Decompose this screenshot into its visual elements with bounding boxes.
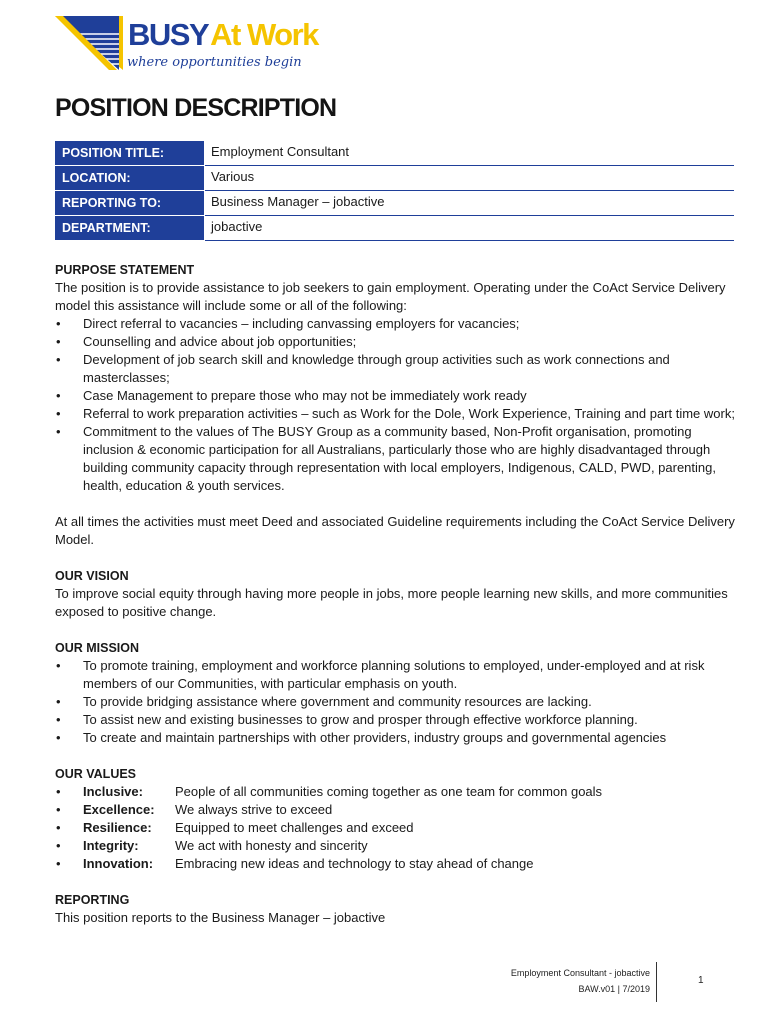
page-number: 1 (698, 975, 704, 986)
bullet-icon: • (56, 424, 61, 439)
vision-heading: OUR VISION (55, 569, 129, 583)
reporting-heading: REPORTING (55, 893, 130, 907)
list-item-text: To create and maintain partnerships with other providers, industry groups and governmental agencies (83, 730, 667, 745)
bullet-icon: • (56, 820, 61, 835)
bullet-icon: • (56, 784, 61, 799)
list-item (55, 729, 737, 747)
list-item-text: Case Management to prepare those who may not be immediately work ready (83, 388, 527, 403)
info-value: Employment Consultant (205, 141, 734, 166)
list-item-text: To assist new and existing businesses to grow and prosper through effective workforce planning. (83, 712, 638, 727)
info-label: LOCATION: (55, 166, 204, 191)
vision-text: To improve social equity through having more people in jobs, more people learning new skills, and more communities exposed to positive change. (55, 586, 728, 619)
list-item (55, 333, 737, 351)
value-description: We act with honesty and sincerity (175, 838, 368, 853)
value-description: Equipped to meet challenges and exceed (175, 820, 414, 835)
bullet-icon: • (56, 406, 61, 421)
reporting-text: This position reports to the Business Manager – jobactive (55, 910, 386, 925)
logo-emblem-icon (55, 14, 125, 72)
document-title: POSITION DESCRIPTION (55, 94, 337, 122)
logo-brand-busy: BUSY (128, 17, 209, 52)
list-item (55, 423, 737, 495)
list-item (55, 351, 737, 387)
bullet-icon: • (56, 352, 61, 367)
bullet-icon: • (56, 856, 61, 871)
list-item (55, 855, 737, 873)
info-row-reporting-to (55, 191, 734, 216)
list-item-text: Development of job search skill and knowledge through group activities such as work connections and masterclasses; (83, 352, 670, 385)
bullet-icon: • (56, 712, 61, 727)
footer-version: BAW.v01 | 7/2019 (578, 984, 650, 994)
value-description: People of all communities coming together as one team for common goals (175, 784, 603, 799)
list-item (55, 711, 737, 729)
logo-tagline: where opportunities begin (127, 55, 302, 70)
info-value: Business Manager – jobactive (205, 191, 734, 216)
list-item-text: To provide bridging assistance where government and community resources are lacking. (83, 694, 592, 709)
list-item (55, 693, 737, 711)
list-item-text: Direct referral to vacancies – including canvassing employers for vacancies; (83, 316, 520, 331)
info-label: DEPARTMENT: (55, 216, 204, 241)
document-body (55, 261, 737, 927)
bullet-icon: • (56, 730, 61, 745)
list-item (55, 405, 737, 423)
purpose-list (55, 315, 737, 495)
list-item (55, 801, 737, 819)
info-value: Various (205, 166, 734, 191)
mission-heading: OUR MISSION (55, 641, 140, 655)
purpose-intro: The position is to provide assistance to job seekers to gain employment. Operating under the CoAct Service Delivery model this assistance will include some or all of the following: (55, 280, 726, 313)
bullet-icon: • (56, 316, 61, 331)
logo-brand-at-work: At Work (210, 17, 318, 52)
list-item (55, 657, 737, 693)
info-label: POSITION TITLE: (55, 141, 204, 166)
values-heading: OUR VALUES (55, 767, 137, 781)
purpose-heading: PURPOSE STATEMENT (55, 263, 195, 277)
logo-wordmark (128, 18, 318, 52)
value-term: Excellence: (83, 802, 155, 817)
list-item-text: To promote training, employment and workforce planning solutions to employed, under-employed and at risk members of our Communities, with particular emphasis on youth. (83, 658, 705, 691)
list-item-text: Commitment to the values of The BUSY Group as a community based, Non-Profit organisation, promoting inclusion & economic participation for all Australians, particularly those who are highly disadvantaged through building community capacity through representation with local employers, Indigenous, CALD, PWD, parenting, health, education & youth services. (83, 424, 716, 493)
bullet-icon: • (56, 802, 61, 817)
info-label: REPORTING TO: (55, 191, 204, 216)
value-term: Resilience: (83, 820, 152, 835)
list-item (55, 315, 737, 333)
purpose-closing: At all times the activities must meet Deed and associated Guideline requirements including the CoAct Service Delivery Model. (55, 514, 735, 547)
value-description: We always strive to exceed (175, 802, 333, 817)
info-row-department (55, 216, 734, 241)
values-list (55, 783, 737, 873)
list-item-text: Counselling and advice about job opportunities; (83, 334, 357, 349)
value-term: Integrity: (83, 838, 139, 853)
bullet-icon: • (56, 334, 61, 349)
value-term: Inclusive: (83, 784, 143, 799)
info-row-position-title (55, 141, 734, 166)
bullet-icon: • (56, 838, 61, 853)
company-logo (55, 14, 335, 76)
value-description: Embracing new ideas and technology to stay ahead of change (175, 856, 534, 871)
bullet-icon: • (56, 694, 61, 709)
list-item (55, 819, 737, 837)
list-item (55, 837, 737, 855)
list-item (55, 783, 737, 801)
footer-document-name: Employment Consultant - jobactive (510, 968, 650, 978)
info-value: jobactive (205, 216, 734, 241)
page-footer (430, 965, 650, 997)
value-term: Innovation: (83, 856, 154, 871)
list-item (55, 387, 737, 405)
info-row-location (55, 166, 734, 191)
position-info-table (55, 141, 734, 241)
bullet-icon: • (56, 658, 61, 673)
list-item-text: Referral to work preparation activities – such as Work for the Dole, Work Experience, Training and part time work; (83, 406, 735, 421)
bullet-icon: • (56, 388, 61, 403)
mission-list (55, 657, 737, 747)
footer-divider (656, 962, 657, 1002)
